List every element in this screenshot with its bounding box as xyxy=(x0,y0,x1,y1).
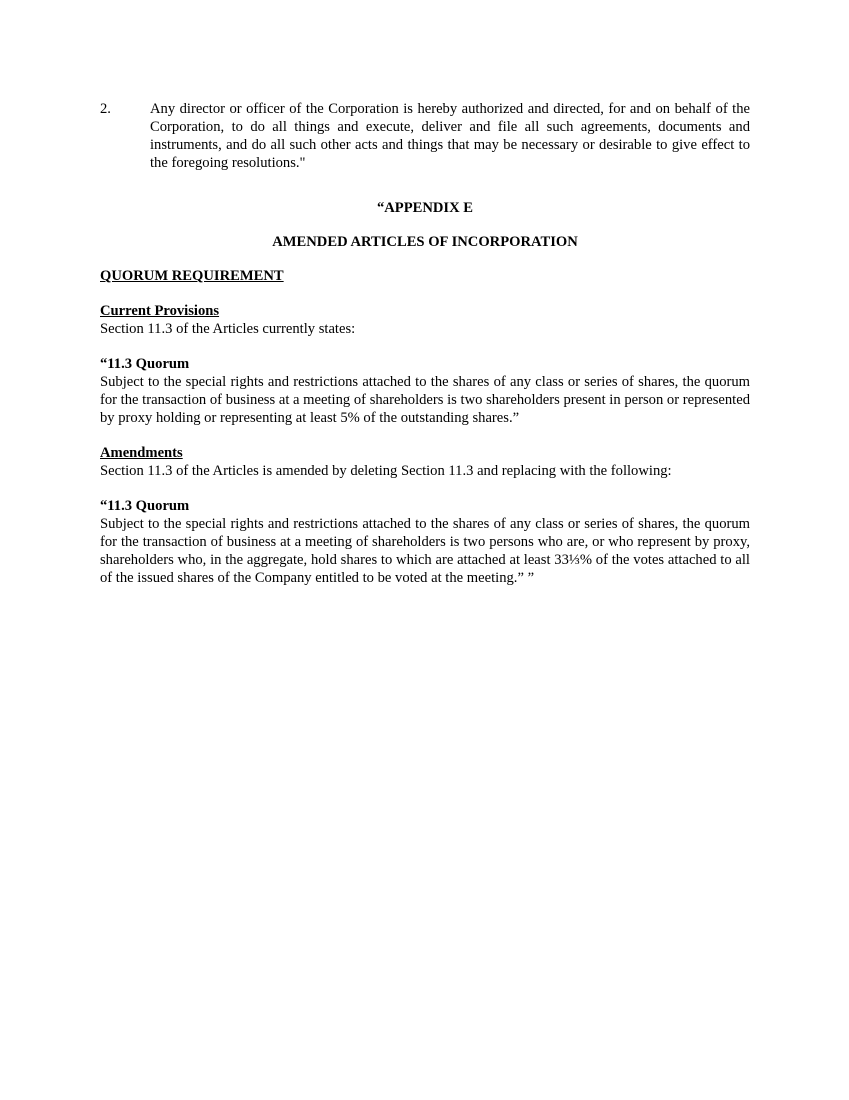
amended-quote xyxy=(100,497,750,587)
resolution-number: 2. xyxy=(100,101,111,117)
current-provisions-intro: Section 11.3 of the Articles currently states: xyxy=(100,321,356,337)
resolution-item xyxy=(100,100,750,172)
appendix-title: “APPENDIX E xyxy=(376,200,474,216)
current-quote xyxy=(100,355,750,427)
resolution-text: Any director or officer of the Corporation is hereby authorized and directed, for and on behalf of the Corporation, to do all things and execute, deliver and file all such agreements, documents and instruments, and do all such other acts and things that may be necessary or desirable to give effect to the foregoing resolutions." xyxy=(150,101,750,171)
current-provisions-section xyxy=(100,302,750,338)
current-quote-text: Subject to the special rights and restrictions attached to the shares of any class or series of shares, the quorum for the transaction of business at a meeting of shareholders is two shareholders present in person or represented by proxy holding or representing at least 5% of the outstanding shares.” xyxy=(100,374,750,426)
current-provisions-heading: Current Provisions xyxy=(100,303,220,319)
amendments-section xyxy=(100,444,750,480)
amendments-heading: Amendments xyxy=(100,445,183,461)
quorum-requirement-heading: QUORUM REQUIREMENT xyxy=(100,268,284,284)
amendments-intro: Section 11.3 of the Articles is amended by deleting Section 11.3 and replacing with the following: xyxy=(100,463,672,479)
appendix-subtitle: AMENDED ARTICLES OF INCORPORATION xyxy=(272,234,578,250)
amended-quote-title: “11.3 Quorum xyxy=(100,498,190,514)
document-page xyxy=(100,100,750,587)
current-quote-title: “11.3 Quorum xyxy=(100,356,190,372)
amended-quote-text: Subject to the special rights and restrictions attached to the shares of any class or series of shares, the quorum for the transaction of business at a meeting of shareholders is two persons who are, or who represent by proxy, shareholders who, in the aggregate, hold shares to which are attached at least 33⅓% of the votes attached to all of the issued shares of the Company entitled to be voted at the meeting.” ” xyxy=(100,516,750,586)
